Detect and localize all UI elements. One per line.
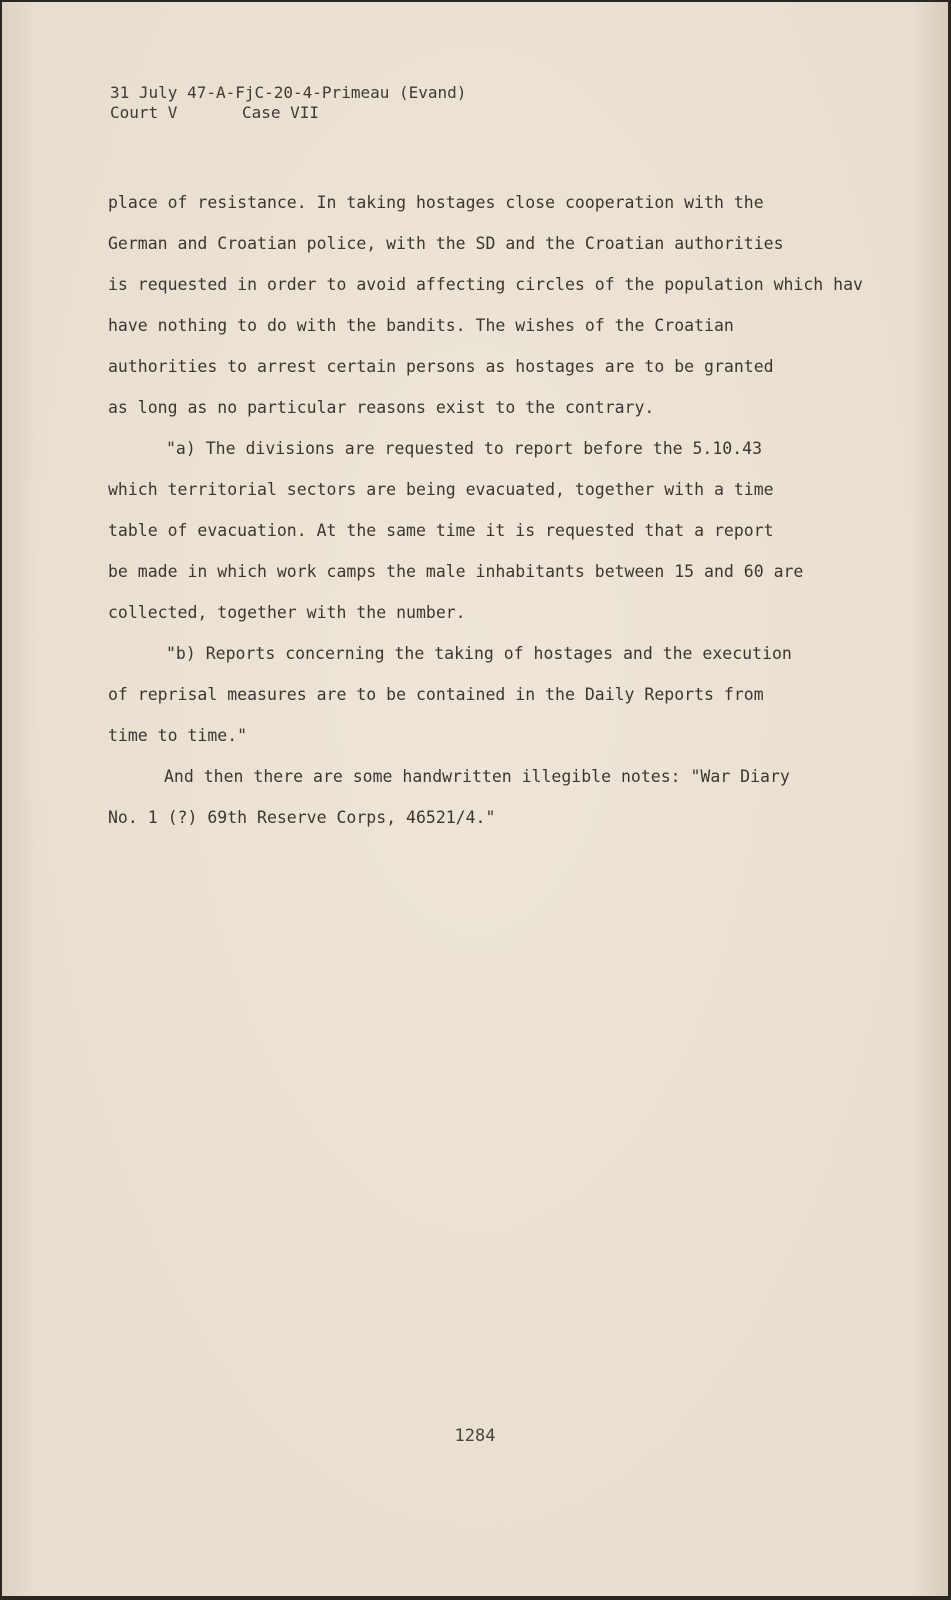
header-court-case — [110, 103, 466, 123]
text-line: collected, together with the number. — [108, 603, 466, 622]
header-case: Case VII — [242, 103, 320, 122]
text-line: No. 1 (?) 69th Reserve Corps, 46521/4." — [108, 808, 496, 827]
text-line: as long as no particular reasons exist to the contrary. — [108, 398, 655, 417]
header-court: Court V — [110, 103, 178, 122]
text-line: have nothing to do with the bandits. The wishes of the Croatian — [108, 316, 734, 335]
text-line: German and Croatian police, with the SD and the Croatian authorities — [108, 234, 784, 253]
header-reference: 31 July 47-A-FjC-20-4-Primeau (Evand) — [110, 83, 467, 102]
paragraph-4 — [108, 756, 948, 838]
document-body — [108, 182, 948, 838]
text-line: "b) Reports concerning the taking of hostages and the execution — [166, 644, 792, 663]
text-line: authorities to arrest certain persons as hostages are to be granted — [108, 357, 774, 376]
page-number: 1284 — [454, 1426, 496, 1446]
text-line: time to time." — [108, 726, 248, 745]
text-line: And then there are some handwritten illegible notes: "War Diary — [164, 767, 790, 786]
text-line: of reprisal measures are to be contained in the Daily Reports from — [108, 685, 764, 704]
document-header — [110, 83, 466, 123]
text-line: be made in which work camps the male inhabitants between 15 and 60 are — [108, 562, 804, 581]
text-line: table of evacuation. At the same time it is requested that a report — [108, 521, 774, 540]
text-line: place of resistance. In taking hostages close cooperation with the — [108, 193, 764, 212]
paragraph-1 — [108, 182, 948, 428]
paragraph-3 — [108, 633, 948, 756]
paragraph-2 — [108, 428, 948, 633]
text-line: which territorial sectors are being evacuated, together with a time — [108, 480, 774, 499]
document-page — [2, 2, 948, 1596]
text-line: is requested in order to avoid affecting circles of the population which hav — [108, 275, 863, 294]
text-line: "a) The divisions are requested to report before the 5.10.43 — [166, 439, 763, 458]
